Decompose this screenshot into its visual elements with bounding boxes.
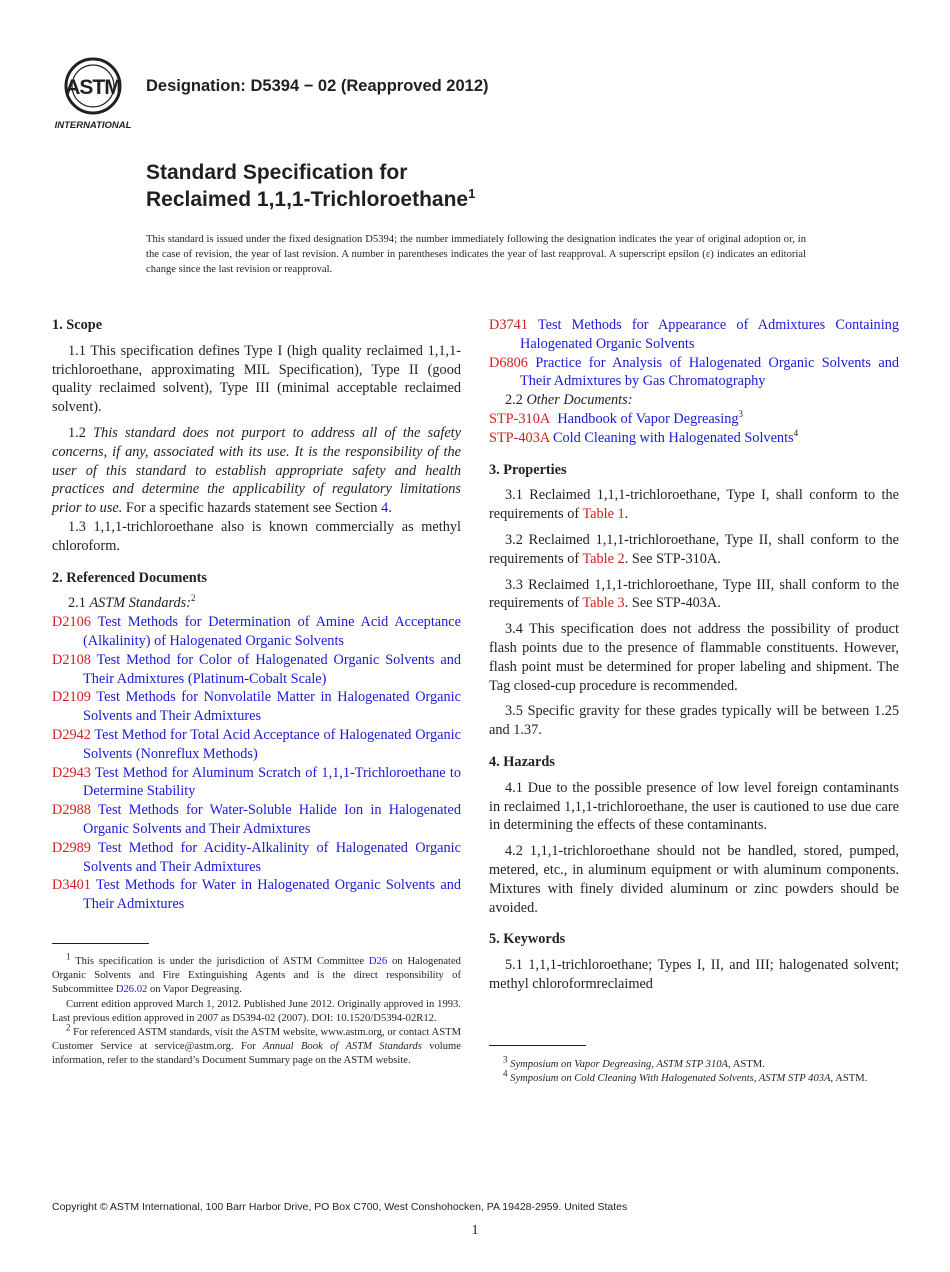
document-title [146,159,475,213]
ref-title[interactable]: Test Method for Total Acid Acceptance of Halogenated Organic Solvents (Nonreflux Methods) [83,726,461,762]
logo-international: INTERNATIONAL [54,120,132,131]
ref-code[interactable]: D6806 [489,354,528,371]
table-2-link[interactable]: Table 2 [582,550,625,567]
table-1-link[interactable]: Table 1 [582,506,625,523]
title-footnote-mark: 1 [468,186,476,201]
properties-3-2 [489,531,899,569]
footnote-4-italic: Symposium on Cold Cleaning With Halogenated Solvents, ASTM STP 403A [510,1073,831,1085]
committee-d26-link[interactable]: D26 [368,956,388,967]
hazards-4-2: 4.2 1,1,1-trichloroethane should not be handled, stored, pumped, metered, etc., in aluminum equipment or with aluminum components. Mixtures with finely divided aluminum or zinc powders should be avoided. [489,843,899,916]
scope-1-2-rest: For a specific hazards statement see Section [122,500,382,517]
ref-item [52,726,461,764]
astm-logo [52,56,134,132]
designation: Designation: D5394 − 02 (Reapproved 2012) [146,77,489,95]
ref-code[interactable]: STP-403A [489,429,550,446]
properties-3-1-end: . [624,506,629,523]
properties-3-1 [489,486,899,524]
other-ref-item [489,429,899,448]
keywords-heading: 5. Keywords [489,931,566,948]
footnote-4-rest: , ASTM. [830,1073,868,1085]
properties-3-3-text: 3.3 Reclaimed 1,1,1-trichloroethane, Type III, shall conform to the requirements of [489,576,899,612]
hazards-4-1: 4.1 Due to the possible presence of low level foreign contaminants in reclaimed 1,1,1-trichloroethane, the user is cautioned to use due care in determining the effects of these contaminants. [489,779,899,834]
astm-standards-num: 2.1 [68,595,90,612]
footnote-3-mark: 3 [503,1054,508,1065]
footnotes-left [52,951,461,1069]
ref-title[interactable]: Test Methods for Water in Halogenated Organic Solvents and Their Admixtures [83,877,461,913]
ref-item [489,354,899,392]
ref-code[interactable]: D2989 [52,839,91,856]
ref-item [52,688,461,726]
scope-1-3: 1.3 1,1,1-trichloroethane also is known commercially as methyl chloroform. [52,518,461,554]
footnote-2-italic: Annual Book of ASTM Standards [263,1041,422,1053]
footnote-3-rest: , ASTM. [728,1059,765,1070]
table-3-link[interactable]: Table 3 [582,595,625,612]
properties-heading: 3. Properties [489,461,567,478]
properties-3-4: 3.4 This specification does not address the possibility of product flash points due to the presence of flammable constituents. However, flash point must be determined for proper labeling and shipment. The Tag closed-cup procedure is recommended. [489,621,899,694]
footnote-1-edition: Current edition approved March 1, 2012. Published June 2012. Originally approved in 1993. Last previous edition approved in 2007 as D5394-02 (2007). DOI: 10.1520/D5394-02R12. [52,998,461,1024]
footnote-divider [52,943,149,944]
ref-code[interactable]: D3401 [52,877,91,894]
section-4-link[interactable]: 4 [381,500,389,517]
ref-title[interactable]: Test Methods for Appearance of Admixtures Containing Halogenated Organic Solvents [520,317,899,352]
properties-3-2-end: . See STP-310A. [624,550,721,567]
ref-title[interactable]: Handbook of Vapor Degreasing [557,410,739,427]
footnote-3 [489,1054,899,1072]
title-line-2: Reclaimed 1,1,1-Trichloroethane [146,188,469,211]
keywords-5-1: 5.1 1,1,1-trichloroethane; Types I, II, and III; halogenated solvent; methyl chloroformreclaimed [489,957,899,992]
scope-1-2-end: . [388,500,392,517]
ref-item [52,613,461,651]
ref-code[interactable]: D2988 [52,802,91,819]
footnote-3-italic: Symposium on Vapor Degreasing, ASTM STP 310A [510,1059,729,1070]
footnote-2 [52,1022,461,1069]
ref-code[interactable]: D2108 [52,651,91,668]
ref-title[interactable]: Test Methods for Determination of Amine Acid Acceptance (Alkalinity) of Halogenated Organic Solvents [83,614,461,649]
other-documents-text: Other Documents: [526,392,633,409]
ref-title[interactable]: Test Method for Aluminum Scratch of 1,1,1-Trichloroethane to Determine Stability [83,764,461,800]
properties-3-3-end: . See STP-403A. [624,595,721,612]
footnotes-right [489,1054,899,1086]
hazards-heading: 4. Hazards [489,753,555,770]
footnote-2-text: For referenced ASTM standards, visit the ASTM website, www.astm.org, or contact ASTM Customer Service at service@astm.org. For [52,1027,461,1053]
properties-3-1-text: 3.1 Reclaimed 1,1,1-trichloroethane, Type I, shall conform to the requirements of [489,487,899,523]
footnote-1-text-2: on Halogenated Organic Solvents and Fire Extinguishing Agents and is the direct responsibility of Subcommittee [52,956,461,996]
copyright: Copyright © ASTM International, 100 Barr Harbor Drive, PO Box C700, West Conshohocken, PA 19428-2959. United States [52,1201,628,1213]
ref-title[interactable]: Test Methods for Nonvolatile Matter in Halogenated Organic Solvents and Their Admixtures [83,689,461,725]
ref-code[interactable]: D2943 [52,764,91,781]
scope-1-2-caveat: This standard does not purport to address all of the safety concerns, if any, associated with its use. It is the responsibility of the user of this standard to establish appropriate safety and health practices and determine the applicability of regulatory limitations prior to use. [52,424,461,517]
scope-1-1: 1.1 This specification defines Type I (high quality reclaimed 1,1,1-trichloroethane, approximating MIL Specification), Type II (good quality reclaimed solvent), Type III (minimal acceptable reclaimed solvent). [52,342,461,416]
properties-3-2-text: 3.2 Reclaimed 1,1,1-trichloroethane, Type II, shall conform to the requirements of [489,531,899,567]
ref-code[interactable]: D2109 [52,689,91,706]
ref-item [52,801,461,839]
ref-item [52,764,461,802]
astm-logo-mark [52,56,134,132]
ref-title[interactable]: Test Methods for Water-Soluble Halide Ion in Halogenated Organic Solvents and Their Admixtures [83,802,461,837]
intro-note: This standard is issued under the fixed designation D5394; the number immediately following the designation indicates the year of original adoption or, in the case of revision, the year of last revision. A number in parentheses indicates the year of last reapproval. A superscript epsilon (ε) indicates an editorial change since the last revision or reapproval. [146,234,806,275]
footnote-mark: 3 [738,409,744,420]
footnote-2-mark: 2 [66,1022,71,1033]
footnote-4 [489,1068,899,1086]
other-documents-num: 2.2 [505,392,527,409]
ref-code[interactable]: D2942 [52,726,91,743]
page-number: 1 [471,1223,479,1238]
footnote-1 [52,951,461,998]
scope-1-2 [52,424,461,518]
astm-standards-text: ASTM Standards: [89,595,191,612]
footnote-4-mark: 4 [503,1068,508,1079]
footnote-mark: 4 [793,428,799,439]
scope-heading: 1. Scope [52,317,103,333]
properties-3-5: 3.5 Specific gravity for these grades typically will be between 1.25 and 1.37. [489,703,899,739]
ref-item [52,651,461,689]
ref-item [52,876,461,914]
right-column [489,316,899,1001]
left-column [52,316,461,914]
other-documents-label [489,391,899,410]
footnote-divider [489,1045,586,1046]
footnote-1-mark: 1 [66,951,71,962]
properties-3-3 [489,576,899,614]
footnote-1-text-3: on Vapor Degreasing. [147,984,242,996]
referenced-heading: 2. Referenced Documents [52,569,207,586]
ref-item [52,839,461,877]
logo-letters: ASTM [65,76,121,99]
ref-code[interactable]: STP-310A [489,410,551,427]
astm-standards-mark: 2 [191,593,196,604]
ref-item [489,316,899,354]
footnote-1-text: This specification is under the jurisdiction of ASTM Committee [70,956,369,967]
scope-1-2-num: 1.2 [68,424,94,441]
ref-title[interactable]: Practice for Analysis of Halogenated Organic Solvents and Their Admixtures by Gas Chromatography [520,354,899,390]
ref-title[interactable]: Cold Cleaning with Halogenated Solvents [552,429,794,446]
astm-standards-label [52,594,461,613]
ref-title[interactable]: Test Method for Color of Halogenated Organic Solvents and Their Admixtures (Platinum-Cobalt Scale) [83,651,461,687]
other-ref-item [489,410,899,429]
subcommittee-d26-02-link[interactable]: D26.02 [115,984,148,996]
ref-code[interactable]: D2106 [52,614,91,631]
ref-code[interactable]: D3741 [489,317,528,333]
footnote-2-text-2: volume information, refer to the standard’s Document Summary page on the ASTM website. [52,1041,461,1067]
ref-title[interactable]: Test Method for Acidity-Alkalinity of Halogenated Organic Solvents and Their Admixtures [83,839,461,875]
title-line-1: Standard Specification for [146,161,408,184]
